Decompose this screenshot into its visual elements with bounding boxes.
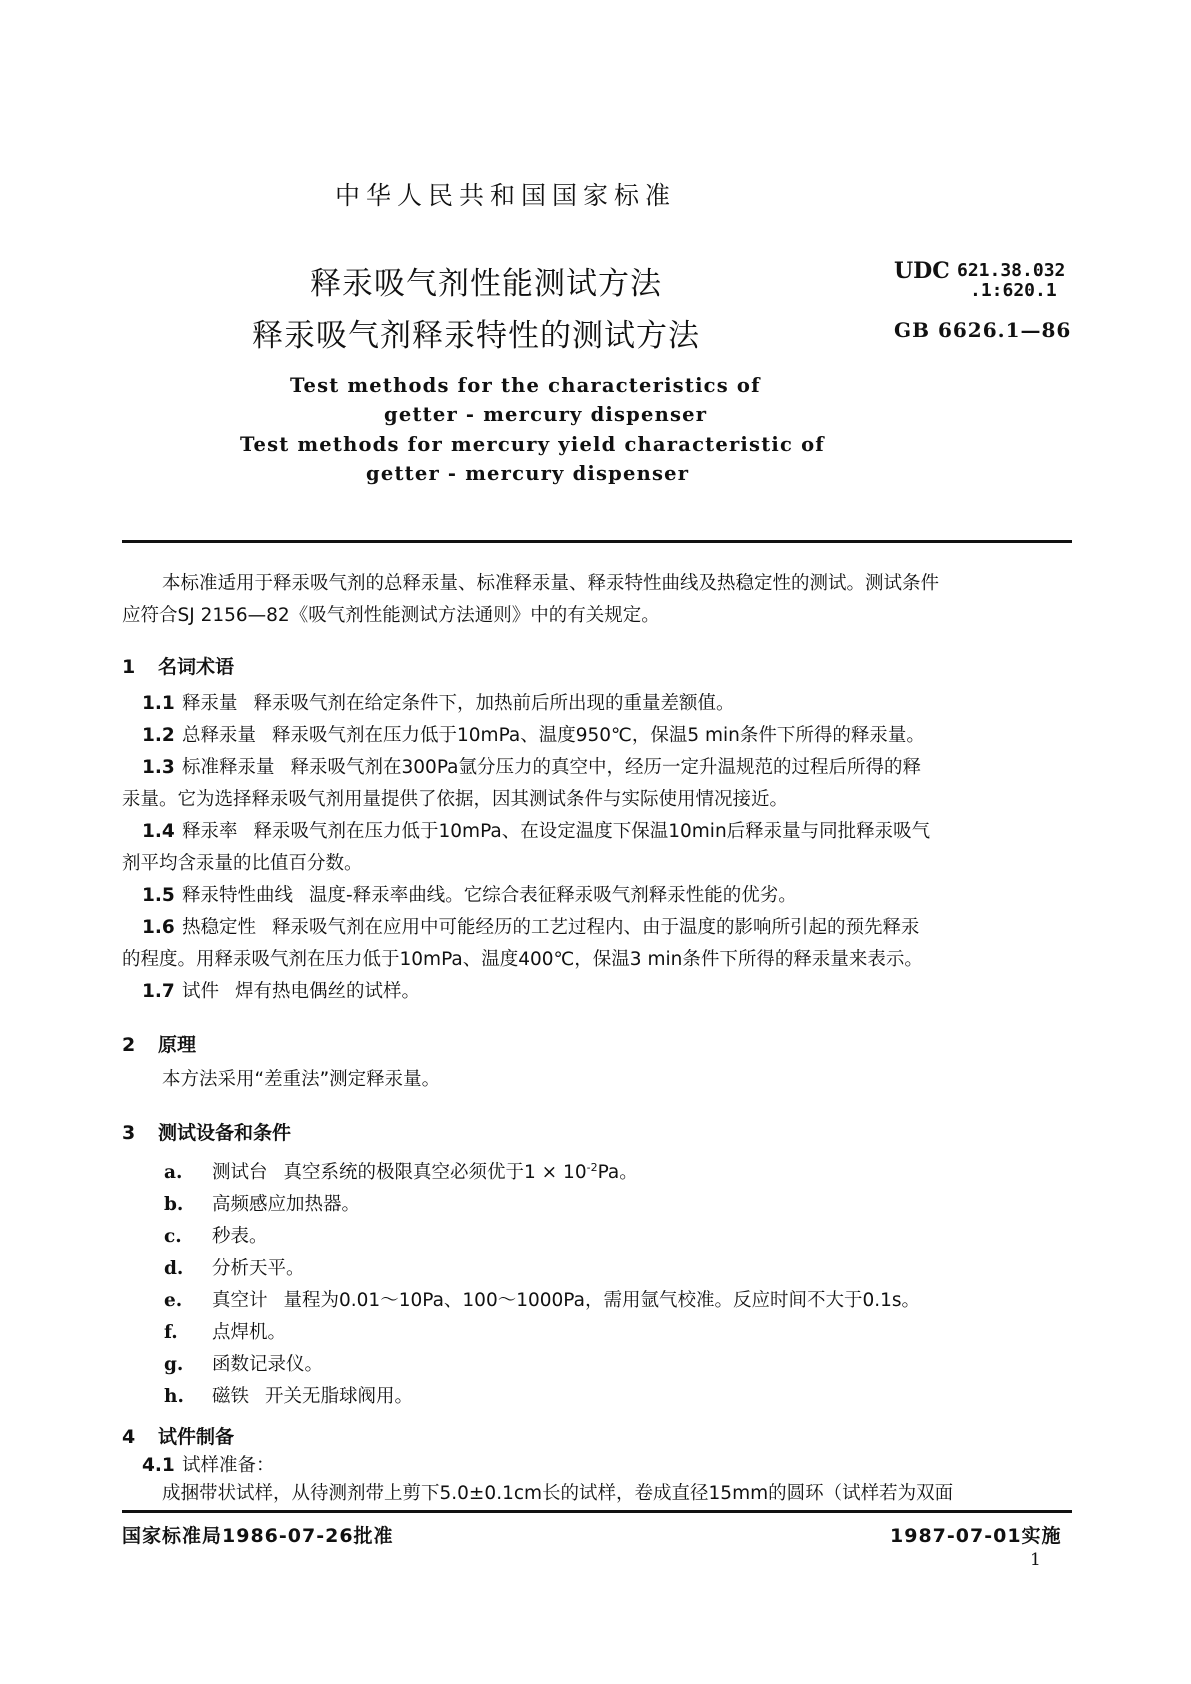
term-definition-cont: 剂平均含汞量的比值百分数。 [122,853,363,874]
term-number: 1.3 [142,757,175,778]
term-number: 1.1 [142,693,175,714]
equipment-item [164,1382,413,1408]
intro-line2: 应符合SJ 2156—82《吸气剂性能测试方法通则》中的有关规定。 [122,605,660,626]
item-name: 秒表。 [212,1226,268,1247]
item-label: c. [164,1226,182,1247]
term-name: 标准释汞量 [182,757,275,778]
section-number: 1 [122,656,136,678]
section-3-heading [122,1118,291,1145]
national-standard-heading: 中华人民共和国国家标准 [335,181,677,210]
term-item [122,880,1072,912]
term-number: 1.4 [142,821,175,842]
section-number: 4 [122,1426,136,1448]
equipment-item [164,1190,360,1216]
item-label: b. [164,1194,184,1215]
page-number: 1 [1030,1550,1041,1570]
equipment-item [164,1286,920,1312]
item-name: 磁铁 [212,1386,250,1407]
term-item [122,720,1072,752]
gb-standard-code: GB 6626.1—86 [894,318,1072,342]
title-en-line1: Test methods for the characteristics of [290,374,761,397]
equipment-item [164,1158,638,1184]
item-label: d. [164,1258,184,1279]
section-4-heading [122,1422,234,1449]
section-title: 测试设备和条件 [158,1122,292,1144]
term-definition: 温度-释汞率曲线。它综合表征释汞吸气剂释汞性能的优劣。 [309,885,797,906]
term-item [122,688,1072,720]
equipment-item [164,1254,305,1280]
title-en-line2: getter - mercury dispenser [384,403,708,426]
term-item [122,976,1072,1008]
term-item [122,912,1072,976]
term-number: 1.7 [142,981,175,1002]
term-number: 1.6 [142,917,175,938]
item-label: e. [164,1290,183,1311]
term-name: 试件 [182,981,220,1002]
item-name: 点焊机。 [212,1322,287,1343]
item-desc: 量程为0.01～10Pa、100～1000Pa，需用氩气校准。反应时间不大于0.1s。 [283,1290,921,1311]
prep-title: 试样准备： [182,1455,275,1476]
term-definition: 释汞吸气剂在300Pa氩分压力的真空中，经历一定升温规范的过程后所得的释 [290,757,921,778]
section-title: 原理 [158,1034,197,1056]
principle-text: 本方法采用“差重法”测定释汞量。 [162,1069,441,1090]
item-name: 测试台 [212,1162,268,1183]
prep-text: 成捆带状试样，从待测剂带上剪下5.0±0.1cm长的试样，卷成直径15mm的圆环（试样若为双面 [162,1483,954,1504]
header-divider [122,540,1072,543]
term-name: 热稳定性 [182,917,257,938]
term-definition: 释汞吸气剂在压力低于10mPa、温度950℃，保温5 min条件下所得的释汞量。 [272,725,925,746]
section-1-heading [122,652,234,679]
term-definition: 释汞吸气剂在应用中可能经历的工艺过程内、由于温度的影响所引起的预先释汞 [272,917,920,938]
footer-divider [122,1510,1072,1513]
title-en-line3: Test methods for mercury yield characteristic of [240,433,825,456]
term-number: 1.2 [142,725,175,746]
item-name: 真空计 [212,1290,268,1311]
udc-code-line1: 621.38.032 [957,260,1066,281]
term-name: 释汞量 [182,693,238,714]
item-label: h. [164,1386,184,1407]
term-definition-cont: 的程度。用释汞吸气剂在压力低于10mPa、温度400℃，保温3 min条件下所得的释汞量来表示。 [122,949,923,970]
udc-code-line2: .1:620.1 [970,280,1057,301]
term-name: 释汞率 [182,821,238,842]
item-desc-unit: Pa。 [597,1162,638,1183]
item-desc: 真空系统的极限真空必须优于1 × 10 [283,1162,587,1183]
section-2-heading [122,1030,196,1057]
item-name: 高频感应加热器。 [212,1194,361,1215]
title-en-line4: getter - mercury dispenser [366,462,690,485]
section-title: 名词术语 [158,656,235,678]
prep-number: 4.1 [142,1455,175,1476]
section-2-body [122,1064,1072,1096]
equipment-item [164,1222,268,1248]
title-cn-line2: 释汞吸气剂释汞特性的测试方法 [252,318,700,354]
title-cn-line1: 释汞吸气剂性能测试方法 [310,266,662,302]
term-number: 1.5 [142,885,175,906]
equipment-item [164,1350,323,1376]
term-item [122,816,1072,880]
prep-paragraph [122,1478,1072,1510]
term-definition-cont: 汞量。它为选择释汞吸气剂用量提供了依据，因其测试条件与实际使用情况接近。 [122,789,789,810]
item-label: g. [164,1354,184,1375]
item-label: f. [164,1322,178,1343]
udc-label: UDC [894,258,950,284]
item-name: 函数记录仪。 [212,1354,324,1375]
approval-date: 国家标准局1986-07-26批准 [122,1525,394,1547]
term-name: 总释汞量 [182,725,257,746]
intro-paragraph [122,568,1072,632]
effective-date: 1987-07-01实施 [890,1525,1062,1547]
section-title: 试件制备 [158,1426,235,1448]
term-definition: 焊有热电偶丝的试样。 [235,981,421,1002]
intro-line1: 本标准适用于释汞吸气剂的总释汞量、标准释汞量、释汞特性曲线及热稳定性的测试。测试条件 [162,573,940,594]
term-item [122,752,1072,816]
item-label: a. [164,1162,183,1183]
section-number: 2 [122,1034,136,1056]
term-definition: 释汞吸气剂在压力低于10mPa、在设定温度下保温10min后释汞量与同批释汞吸气 [253,821,931,842]
item-name: 分析天平。 [212,1258,305,1279]
section-number: 3 [122,1122,136,1144]
item-desc: 开关无脂球阀用。 [265,1386,414,1407]
equipment-item [164,1318,286,1344]
term-name: 释汞特性曲线 [182,885,294,906]
term-definition: 释汞吸气剂在给定条件下，加热前后所出现的重量差额值。 [253,693,735,714]
item-exponent: -2 [586,1160,598,1174]
